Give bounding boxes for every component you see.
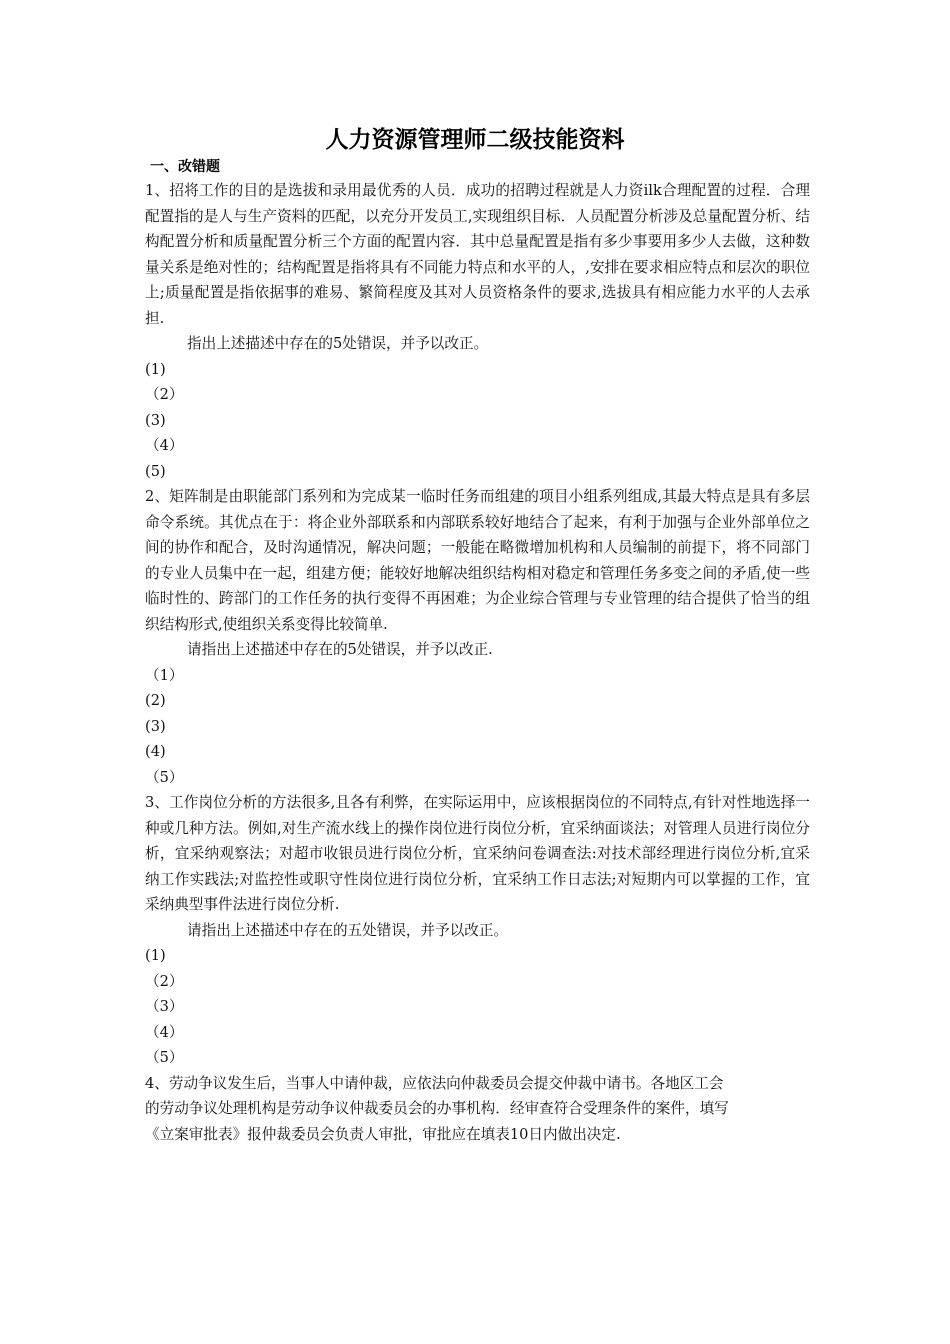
answer-line: (3) [145,717,166,735]
answer-line: (4) [145,743,166,760]
document-title: 人力资源管理师二级技能资料 [325,127,625,153]
question-2-prompt: 请指出上述描述中存在的5处错误，并予以改正. [187,641,493,658]
question-4-line-3: 《立案审批表》报仲裁委员会负责人审批，审批应在填表10日内做出决定. [145,1125,621,1143]
question-1-prompt: 指出上述描述中存在的5处错误，并予以改正。 [187,335,489,352]
answer-line: (1) [145,360,166,378]
question-4-line-1: 4、劳动争议发生后，当事人中请仲裁，应依法向仲裁委员会提交仲裁中请书。各地区工会 [145,1074,724,1092]
answer-line: （2） [145,386,184,403]
question-4-line-2: 的劳动争议处理机构是劳动争议仲裁委员会的办事机构．经审查符合受理条件的案件，填写 [145,1100,729,1117]
answer-line: （5） [145,1049,184,1066]
answer-line: （1） [145,666,184,684]
question-3-text: 3、工作岗位分析的方法很多,且各有利弊，在实际运用中，应该根据岗位的不同特点,有针对性地选择一种或几种方法。例如,对生产流水线上的操作岗位进行岗位分析，宜采纳面谈法；对管理人员进行岗位分析，宜采纳观察法；对超市收银员进行岗位分析，宜采纳问卷调查法:对技术部经理进行岗位分析,宜采纳工作实践法;对监控性或职守性岗位进行岗位分析，宜采纳工作日志法;对短期内可以掌握的工作，宜采纳典型事件法进行岗位分析. [145,794,810,913]
answer-line: (2) [145,692,166,709]
section-heading: 一、改错题 [150,159,220,175]
answer-line: （4） [145,1023,184,1041]
question-2-text: 2、矩阵制是由职能部门系列和为完成某一临时任务而组建的项目小组系列组成,其最大特点是具有多层命令系统。其优点在于：将企业外部联系和内部联系较好地结合了起来，有利于加强与企业外部单位之间的协作和配合，及时沟通情况，解决问题；一般能在略微增加机构和人员编制的前提下，将不同部门的专业人员集中在一起，组建方便；能较好地解决组织结构相对稳定和管理任务多变之间的矛盾,使一些临时性的、跨部门的工作任务的执行变得不再困难；为企业综合管理与专业管理的结合提供了恰当的组织结构形式,使组织关系变得比较简单. [145,488,810,633]
question-3-prompt: 请指出上述描述中存在的五处错误，并予以改正。 [187,921,509,939]
answer-line: （3） [145,998,184,1015]
answer-line: (3) [145,411,166,429]
document-body [145,178,810,1147]
answer-line: （4） [145,437,184,454]
question-1-text: 1、招将工作的目的是选拔和录用最优秀的人员．成功的招聘过程就是人力资ilk合理配置的过程．合理配置指的是人与生产资料的匹配，以充分开发员工,实现组织目标．人员配置分析涉及总量配置分析、结构配置分析和质量配置分析三个方面的配置内容．其中总量配置是指有多少事要用多少人去做，这种数量关系是绝对性的；结构配置是指将具有不同能力特点和水平的人，,安排在要求相应特点和层次的职位上;质量配置是指依据事的难易、繁简程度及其对人员资格条件的要求,选拔具有相应能力水平的人去承担. [145,182,810,327]
answer-line: （5） [145,768,184,786]
answer-line: （2） [145,972,184,990]
answer-line: (1) [145,947,166,964]
answer-line: (5) [145,462,166,480]
